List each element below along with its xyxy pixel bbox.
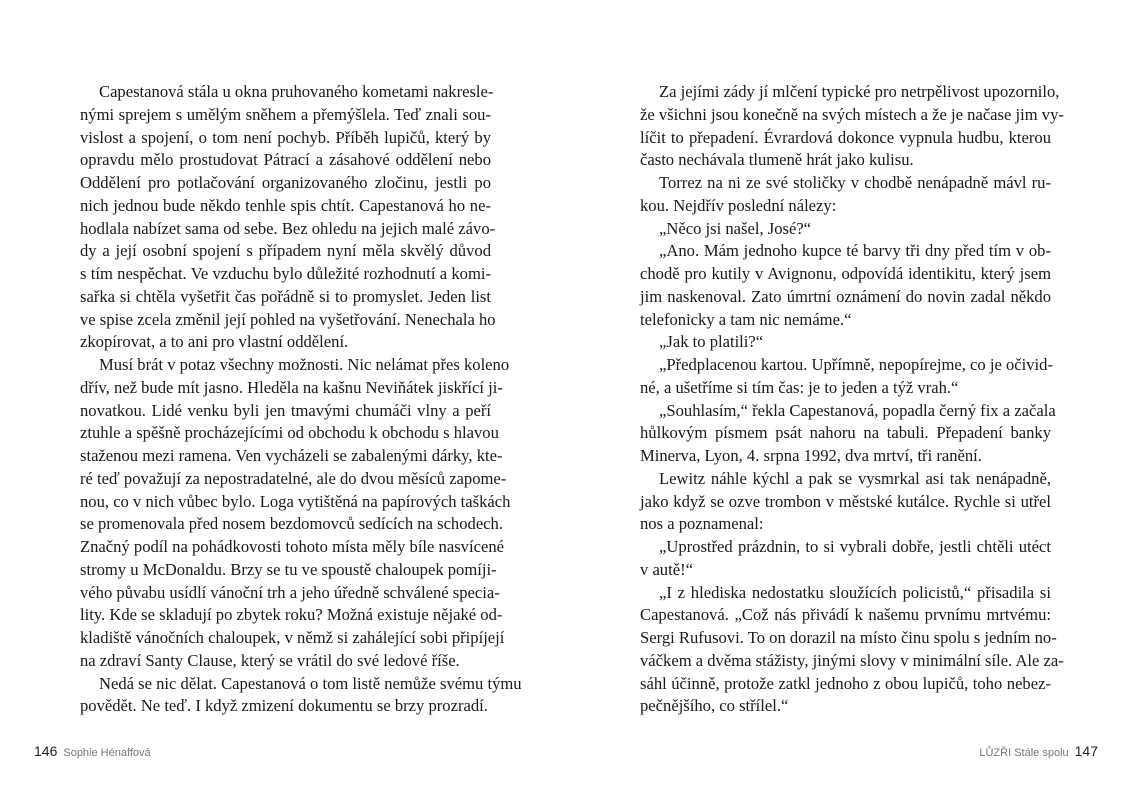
text-line: novatkou. Lidé venku byli jen tmavými chumáči vlny a peří [80, 400, 491, 420]
paragraph [80, 673, 522, 719]
left-page-footer [34, 743, 151, 761]
text-line: hůlkovým písmem psát nahoru na tabuli. Přepadení banky [640, 423, 1051, 443]
text-line: nými sprejem s umělým sněhem a přemýšlela. Teď znali sou- [80, 104, 491, 124]
text-line: „I z hlediska nedostatku sloužících policistů,“ přisadila si [659, 582, 1051, 602]
running-head-author: Sophie Hénaffová [63, 747, 151, 759]
text-line: váčkem a dvěma stážisty, jinými slovy v minimální síle. Ale za- [640, 650, 1064, 670]
text-line: hodlala nabízet sama od sebe. Bez ohledu na jejich malé závo- [80, 218, 496, 238]
text-line: vého půvabu usídlí vánoční trh a jeho úředně schválené specia- [80, 582, 500, 602]
paragraph [80, 81, 496, 354]
paragraph [80, 354, 511, 673]
paragraph [640, 240, 1051, 331]
text-line: Nedá se nic dělat. Capestanová o tom listě nemůže svému týmu [99, 673, 522, 693]
left-page-body [80, 81, 522, 718]
text-line: Sergi Rufusovi. To on dorazil na místo činu spolu s jedním no- [640, 628, 1057, 647]
text-line: Oddělení pro potlačování organizovaného zločinu, jestli po [80, 173, 491, 192]
text-line: sařka si chtěla vyšetřit čas pořádně si to promyslet. Jeden list [80, 286, 491, 306]
text-line: jim naskenoval. Zato úmrtní oznámení do novin zadal někdo [640, 286, 1051, 306]
paragraph [640, 218, 1051, 241]
text-line: s tím nespěchat. Ve vzduchu bylo důležité rozhodnutí a komi- [80, 264, 491, 283]
text-line: že všichni jsou konečně na svých místech a že je načase jim vy- [640, 104, 1064, 124]
text-line: dřív, než bude mít jasno. Hleděla na kašnu Neviňátek jiskřící ji- [80, 377, 503, 397]
text-line: často nechávala tlumeně hrát jako kulisu. [640, 150, 914, 170]
text-line: nos a poznamenal: [640, 514, 764, 534]
text-line: kou. Nejdřív poslední nálezy: [640, 195, 837, 215]
text-line: staženou mezi ramena. Ven vycházeli se zabalenými dárky, kte- [80, 446, 503, 465]
text-line: Značný podíl na pohádkovosti tohoto místa měly bíle nasvícené [80, 537, 504, 556]
text-line: vislost a spojení, o tom není pochyb. Příběh lupičů, který by [80, 127, 491, 147]
text-line: dy a její osobní spojení s případem nyní měla skvělý důvod [80, 241, 491, 261]
text-line: „Souhlasím,“ řekla Capestanová, popadla černý fix a začala [659, 400, 1056, 420]
text-line: sáhl účinně, protože zatkl jednoho z obou lupičů, toho nebez- [640, 673, 1051, 693]
text-line: Minerva, Lyon, 4. srpna 1992, dva mrtví, tři ranění. [640, 446, 982, 465]
paragraph [640, 468, 1051, 536]
paragraph [640, 172, 1051, 218]
paragraph [640, 331, 1051, 354]
paragraph [640, 81, 1064, 172]
text-line: kladiště vánočních chaloupek, v němž si zahálející sobi připíjejí [80, 628, 505, 647]
text-line: né, a ušetříme si tím čas: je to jeden a týž vrah.“ [640, 377, 959, 397]
text-line: „Předplacenou kartou. Upřímně, nepopírejme, co je očivid- [659, 355, 1053, 374]
text-line: „Něco jsi našel, José?“ [659, 218, 812, 238]
right-page-footer [979, 743, 1098, 761]
running-head-title: LŮZŘI Stále spolu [979, 747, 1069, 759]
text-line: ztuhle a spěšně procházejícími od obchodu k obchodu s hlavou [80, 423, 499, 443]
paragraph [640, 536, 1051, 582]
right-page-body [640, 81, 1064, 718]
text-line: ré teď považují za nepostradatelné, ale do dvou měsíců zapome- [80, 468, 507, 488]
page-number-right: 147 [1074, 743, 1098, 759]
text-line: v autě!“ [640, 559, 693, 579]
text-line: chodě pro kutily v Avignonu, odpovídá identikitu, který jsem [640, 264, 1051, 283]
text-line: nou, co v nich vůbec bylo. Loga vytištěná na papírových taškách [80, 491, 511, 511]
text-line: Torrez na ni ze své stoličky v chodbě nenápadně mávl ru- [659, 173, 1051, 192]
text-line: „Ano. Mám jednoho kupce té barvy tři dny před tím v ob- [659, 241, 1051, 261]
paragraph [640, 354, 1051, 400]
text-line: telefonicky a tam nic nemáme.“ [640, 309, 852, 329]
text-line: nich jednou bude někdo tenhle spis chtít. Capestanová ho ne- [80, 195, 491, 215]
text-line: pečnějšího, co střílel.“ [640, 696, 789, 716]
text-line: Lewitz náhle kýchl a pak se vysmrkal asi tak nenápadně, [659, 468, 1051, 488]
text-line: Capestanová. „Což nás přivádí k našemu prvnímu mrtvému: [640, 605, 1051, 625]
text-line: „Jak to platili?“ [659, 332, 764, 352]
text-line: „Uprostřed prázdnin, to si vybrali dobře, jestli chtěli utéct [659, 537, 1051, 556]
text-line: líčit to přepadení. Évrardová dokonce vypnula hudbu, kterou [640, 127, 1051, 147]
paragraph [640, 582, 1064, 719]
text-line: lity. Kde se skladují po zbytek roku? Možná existuje nějaké od- [80, 605, 503, 625]
text-line: Musí brát v potaz všechny možnosti. Nic nelámat přes koleno [99, 355, 510, 374]
text-line: povědět. Ne teď. I když zmizení dokumentu se brzy prozradí. [80, 696, 488, 716]
paragraph [640, 400, 1056, 468]
text-line: se promenovala před nosem bezdomovců sedících na schodech. [80, 514, 503, 534]
text-line: jako když se ozve trombon v městské kutálce. Rychle si utřel [640, 491, 1051, 511]
text-line: zkopírovat, a to ani pro vlastní oddělení. [80, 332, 349, 352]
text-line: Capestanová stála u okna pruhovaného kometami nakresle- [99, 82, 494, 101]
text-line: na zdraví Santy Clause, který se vrátil do své ledové říše. [80, 650, 460, 670]
text-line: Za jejími zády jí mlčení typické pro netrpělivost upozornilo, [659, 82, 1060, 101]
text-line: stromy u McDonaldu. Brzy se tu ve spoustě chaloupek pomíji- [80, 559, 497, 579]
text-line: ve spise zcela změnil její pohled na vyšetřování. Nenechala ho [80, 309, 496, 329]
text-line: opravdu mělo prostudovat Pátrací a zásahové oddělení nebo [80, 150, 491, 170]
page-number-left: 146 [34, 743, 58, 759]
